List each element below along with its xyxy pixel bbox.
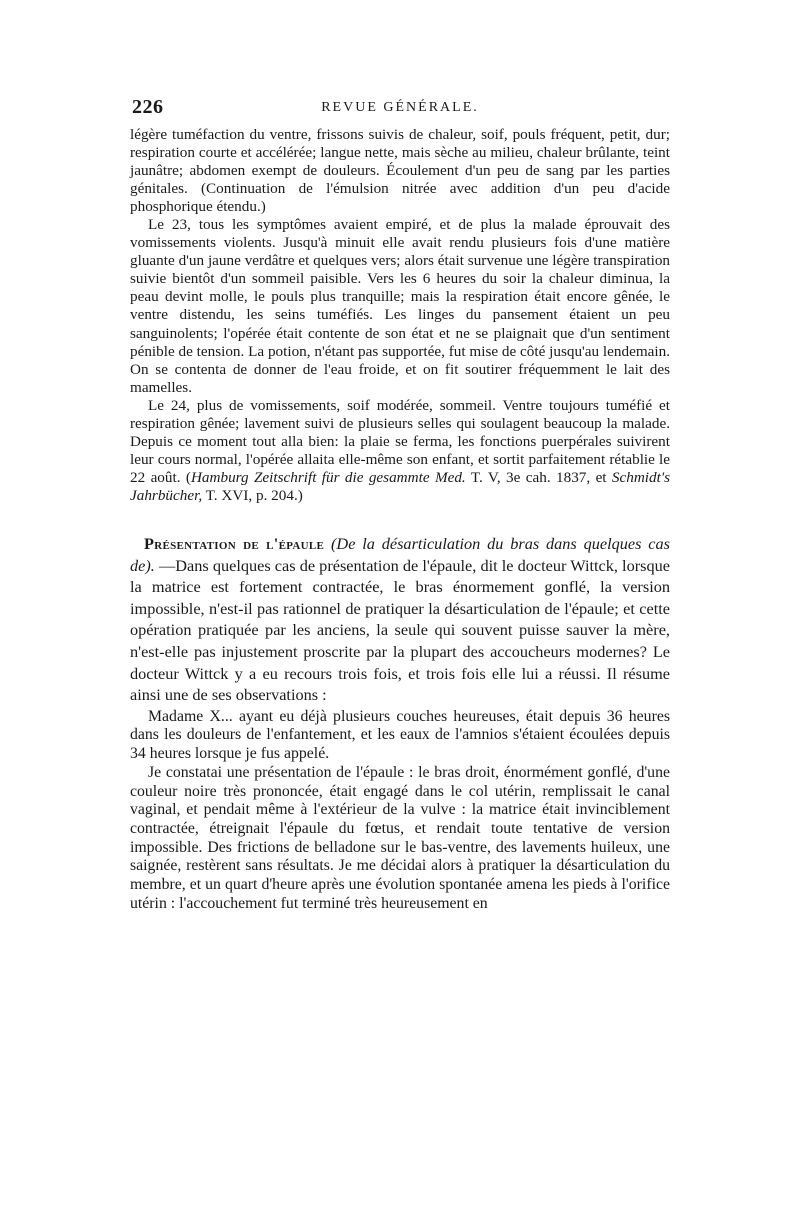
source-citation: Hamburg Zeitschrift für die gesammte Med. — [190, 468, 466, 486]
paragraph-text: Le 24, plus de vomissements, soif modérée, sommeil. Ventre toujours tuméfié et respiration gênée; lavement suivi de plusieurs selles qui soulagent beaucoup la malade. Depuis ce moment tout alla bien: la plaie se ferma, les fonctions puerpérales suivirent leur cours normal, l'opérée allaita elle-même son enfant, et sortit parfaitement rétablie le 22 août. ( — [130, 396, 670, 486]
section-intro — [130, 533, 670, 706]
paragraph: Je constatai une présentation de l'épaule : le bras droit, énormément gonflé, d'une couleur noire très prononcée, était engagé dans le col utérin, remplissait le canal vaginal, et pendait même à l'extérieur de la vulve : la matrice était invinciblement contractée, étreignait l'épaule du fœtus, et rendait toute tentative de version impossible. Des frictions de belladone sur le bas-ventre, des lavements huileux, une saignée, restèrent sans résultats. Je me décidai alors à pratiquer la désarticulation du membre, et un quart d'heure après une évolution spontanée amena les pieds à l'orifice utérin : l'accouchement fut terminé très heureusement en — [130, 763, 670, 912]
section-heading: Présentation de l'épaule — [144, 533, 325, 553]
paragraph: légère tuméfaction du ventre, frissons suivis de chaleur, soif, pouls fréquent, petit, dur; respiration courte et accélérée; langue nette, mais sèche au milieu, chaleur brûlante, teint jaunâtre; abdomen exempt de douleurs. Écoulement d'un peu de sang par les parties génitales. (Continuation de l'émulsion nitrée avec addition d'un peu d'acide phosphorique étendu.) — [130, 126, 670, 216]
running-head — [130, 96, 670, 126]
paragraph — [130, 397, 670, 505]
page — [130, 96, 670, 913]
paragraph-text: T. XVI, p. 204.) — [202, 486, 303, 504]
paragraph: Madame X... ayant eu déjà plusieurs couches heureuses, était depuis 36 heures dans les douleurs de l'enfantement, et les eaux de l'amnios s'étaient écoulées depuis 34 heures lorsque je fus appelé. — [130, 707, 670, 763]
case-continuation — [130, 126, 670, 505]
source-citation: Schmidt's Jahrbücher, — [130, 468, 670, 504]
paragraph-text: —Dans quelques cas de présentation de l'épaule, dit le docteur Wittck, lorsque la matrice est fortement contractée, le bras énormement gonflé, la version impossible, n'est-il pas rationnel de pratiquer la désarticulation de l'épaule; et cette opération pratiquée par les anciens, la seule qui souvent puisse sauver la mère, n'est-elle pas injustement proscrite par la plupart des accoucheurs modernes? Le docteur Wittck y a eu recours trois fois, et trois fois elle lui a réussi. Il résume ainsi une de ses observations : — [130, 555, 670, 705]
paragraph-text: T. V, 3e cah. 1837, et — [465, 468, 612, 486]
paragraph: Le 23, tous les symptômes avaient empiré, et de plus la malade éprouvait des vomissements violents. Jusqu'à minuit elle avait rendu plusieurs fois d'une matière gluante d'un jaune verdâtre et quelques vers; alors était survenue une légère transpiration suivie bientôt d'un sommeil paisible. Vers les 6 heures du soir la chaleur diminua, la peau devint molle, le pouls plus tranquille; mais la respiration était encore gênée, le ventre distendu, les seins tuméfiés. Les linges du pansement étaient un peu sanguinolents; l'opérée était contente de son état et ne se plaignait que d'un sentiment pénible de tension. La potion, n'étant pas supportée, fut mise de côté jusqu'au lendemain. On se contenta de donner de l'eau froide, et on fit soutirer fréquemment le lait des mamelles. — [130, 216, 670, 396]
section-subheading: (De la désarticulation du bras dans quelques cas de). — [130, 533, 670, 575]
page-number: 226 — [132, 96, 164, 118]
running-title: REVUE GÉNÉRALE. — [321, 100, 479, 115]
section-shoulder-presentation — [130, 533, 670, 706]
observation — [130, 708, 670, 914]
